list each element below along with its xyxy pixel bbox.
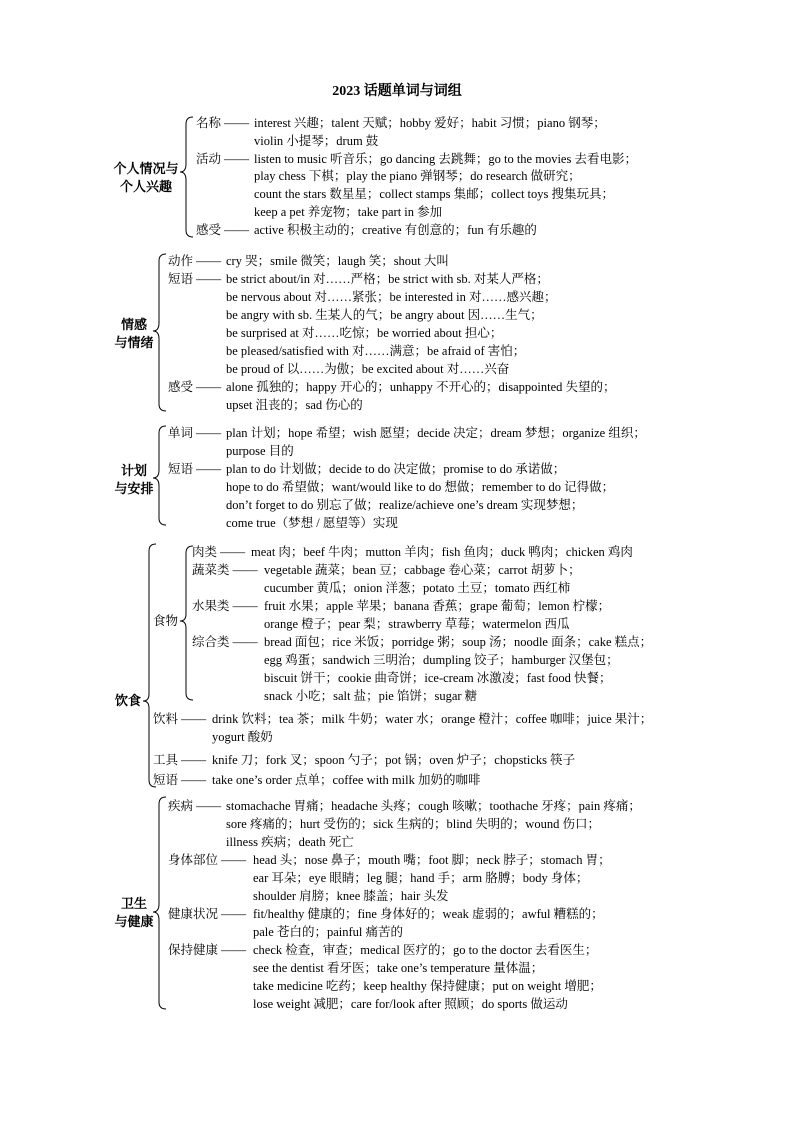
entry-line: be nervous about 对……紧张；be interested in 对……感兴趣； [226, 290, 557, 304]
label-health-status: 健康状况 —— [168, 907, 247, 921]
label-fruits: 水果类 —— [192, 599, 258, 613]
entry-line: violin 小提琴；drum 鼓 [254, 134, 379, 148]
category-line: 卫生 [120, 896, 147, 911]
entry-line: count the stars 数星星；collect stamps 集邮；collect toys 搜集玩具； [254, 187, 615, 201]
entry-line: be strict about/in 对……严格；be strict with sb. 对某人严格； [226, 272, 549, 286]
entry-line: snack 小吃；salt 盐；pie 馅饼；sugar 糖 [264, 689, 478, 703]
entry-line: alone 孤独的；happy 开心的；unhappy 不开心的；disappointed 失望的； [226, 380, 616, 394]
entry-line: active 积极主动的；creative 有创意的；fun 有乐趣的 [254, 223, 537, 237]
entry-line: take medicine 吃药；keep healthy 保持健康；put on weight 增肥； [253, 979, 602, 993]
category-line: 计划 [120, 463, 147, 478]
category-line: 个人情况与 [113, 161, 179, 176]
entry-line: bread 面包；rice 米饭；porridge 粥；soup 汤；noodle 面条；cake 糕点； [264, 635, 653, 649]
label-words: 单词 —— [168, 426, 222, 440]
label-body-parts: 身体部位 —— [168, 853, 247, 867]
entry-line: be pleased/satisfied with 对……满意；be afraid of 害怕； [226, 344, 526, 358]
category-line: 情感 [120, 317, 147, 332]
entry-line: keep a pet 养宠物；take part in 参加 [254, 205, 443, 219]
entry-line: illness 疾病；death 死亡 [226, 835, 354, 849]
entry-line: come true（梦想 / 愿望等）实现 [226, 516, 398, 530]
entry-line: knife 刀；fork 叉；spoon 勺子；pot 锅；oven 炉子；chopsticks 筷子 [212, 753, 576, 767]
label-phrases: 短语 —— [168, 272, 222, 286]
entry-line: head 头；nose 鼻子；mouth 嘴；foot 脚；neck 脖子；stomach 胃； [253, 853, 611, 867]
entry-line: be angry with sb. 生某人的气；be angry about 因……生气； [226, 308, 543, 322]
entry-line: upset 沮丧的；sad 伤心的 [226, 398, 363, 412]
category-line: 与安排 [114, 481, 154, 496]
entry-line: orange 橙子；pear 梨；strawberry 草莓；watermelon 西瓜 [264, 617, 570, 631]
entry-line: plan to do 计划做；decide to do 决定做；promise to do 承诺做； [226, 462, 566, 476]
label-illness: 疾病 —— [168, 799, 222, 813]
category-line: 与情绪 [114, 335, 154, 350]
label-keep-healthy: 保持健康 —— [168, 943, 247, 957]
label-feelings: 感受 —— [196, 223, 250, 237]
label-actions: 动作 —— [168, 254, 222, 268]
label-activities: 活动 —— [196, 152, 250, 166]
entry-line: listen to music 听音乐；go dancing 去跳舞；go to the movies 去看电影； [254, 152, 637, 166]
entry-line: be surprised at 对……吃惊；be worried about 担心； [226, 326, 503, 340]
label-feelings: 感受 —— [168, 380, 222, 394]
entry-line: sore 疼痛的；hurt 受伤的；sick 生病的；blind 失明的；wound 伤口； [226, 817, 600, 831]
label-names: 名称 —— [196, 116, 250, 130]
entry-line: drink 饮料；tea 茶；milk 牛奶；water 水；orange 橙汁；coffee 咖啡；juice 果汁； [212, 712, 653, 726]
entry-line: shoulder 肩膀；knee 膝盖；hair 头发 [253, 889, 449, 903]
label-phrases: 短语 —— [168, 462, 222, 476]
entry-line: meat 肉；beef 牛肉；mutton 羊肉；fish 鱼肉；duck 鸭肉；chicken 鸡肉 [251, 545, 633, 559]
entry-line: see the dentist 看牙医；take one’s temperature 量体温； [253, 961, 544, 975]
entry-line: cucumber 黄瓜；onion 洋葱；potato 土豆；tomato 西红柿 [264, 581, 571, 595]
entry-line: hope to do 希望做；want/would like to do 想做；remember to do 记得做； [226, 480, 615, 494]
entry-line: egg 鸡蛋；sandwich 三明治；dumpling 饺子；hamburger 汉堡包； [264, 653, 619, 667]
entry-line: lose weight 减肥；care for/look after 照顾；do sports 做运动 [253, 997, 568, 1011]
entry-line: biscuit 饼干；cookie 曲奇饼；ice-cream 冰激凌；fast food 快餐； [264, 671, 612, 685]
entry-line: stomachache 胃痛；headache 头疼；cough 咳嗽；toothache 牙疼；pain 疼痛； [226, 799, 641, 813]
category-emotions [106, 316, 162, 352]
entry-line: pale 苍白的；painful 痛苦的 [253, 925, 403, 939]
category-diet [108, 692, 148, 710]
category-personal-interests [108, 160, 184, 196]
entry-line: ear 耳朵；eye 眼睛；leg 腿；hand 手；arm 胳膊；body 身体； [253, 871, 589, 885]
category-line: 饮食 [114, 693, 141, 708]
category-line: 个人兴趣 [119, 179, 172, 194]
label-food: 食物 [153, 614, 179, 628]
entry-line: fruit 水果；apple 苹果；banana 香蕉；grape 葡萄；lemon 柠檬； [264, 599, 611, 613]
entry-line: interest 兴趣；talent 天赋；hobby 爱好；habit 习惯；piano 钢琴； [254, 116, 606, 130]
category-plans [106, 462, 162, 498]
entry-line: plan 计划；hope 希望；wish 愿望；decide 决定；dream 梦想；organize 组织； [226, 426, 646, 440]
entry-line: purpose 目的 [226, 444, 294, 458]
entry-line: be proud of 以……为傲；be excited about 对……兴奋 [226, 362, 510, 376]
entry-line: vegetable 蔬菜；bean 豆；cabbage 卷心菜；carrot 胡萝卜； [264, 563, 581, 577]
entry-line: cry 哭；smile 微笑；laugh 笑；shout 大叫 [226, 254, 449, 268]
entry-line: check 检查，审查；medical 医疗的；go to the doctor 去看医生； [253, 943, 598, 957]
entry-line: don’t forget to do 别忘了做；realize/achieve one’s dream 实现梦想； [226, 498, 584, 512]
brace-s4-outer [143, 544, 156, 787]
label-tools: 工具 —— [153, 753, 207, 767]
category-health [106, 895, 162, 931]
label-vegetables: 蔬菜类 —— [192, 563, 258, 577]
entry-line: play chess 下棋；play the piano 弹钢琴；do research 做研究； [254, 169, 581, 183]
category-line: 与健康 [114, 914, 154, 929]
label-mixed: 综合类 —— [192, 635, 258, 649]
label-meat: 肉类 —— [192, 545, 246, 559]
page-title: 2023 话题单词与词组 [332, 84, 462, 99]
entry-line: take one’s order 点单；coffee with milk 加奶的咖啡 [212, 773, 481, 787]
label-drinks: 饮料 —— [153, 712, 207, 726]
entry-line: fit/healthy 健康的；fine 身体好的；weak 虚弱的；awful 糟糕的； [253, 907, 604, 921]
entry-line: yogurt 酸奶 [212, 730, 273, 744]
label-phrases: 短语 —— [153, 773, 207, 787]
